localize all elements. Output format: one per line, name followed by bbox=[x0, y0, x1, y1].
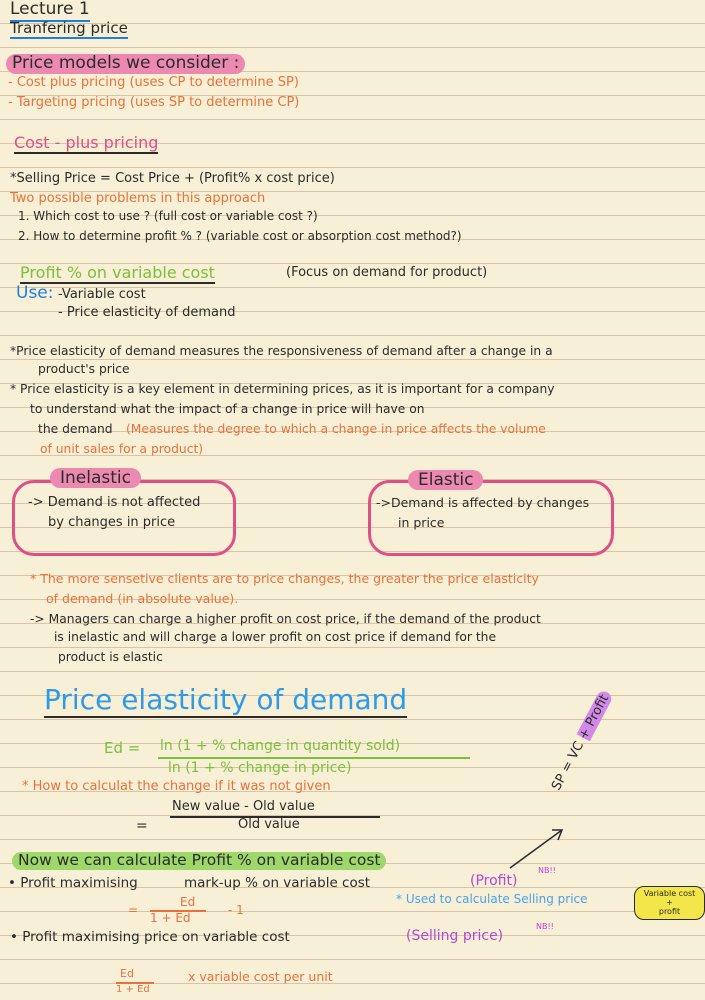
selling-price-formula: *Selling Price = Cost Price + (Profit% x cost price) bbox=[10, 171, 335, 186]
markup-label: • Profit maximising bbox=[8, 875, 138, 891]
sensitivity-note-1: * The more sensetive clients are to price changes, the greater the price elasticity bbox=[30, 571, 539, 586]
inelastic-text-1: -> Demand is not affected bbox=[28, 495, 201, 510]
elasticity-note-1: *Price elasticity of demand measures the responsiveness of demand after a change in a bbox=[10, 344, 553, 358]
sensitivity-note-5: product is elastic bbox=[58, 650, 163, 664]
elasticity-note-2: product's price bbox=[38, 362, 130, 376]
sp-formula bbox=[548, 689, 615, 797]
profit-variable-focus: (Focus on demand for product) bbox=[286, 265, 488, 280]
sensitivity-note-3: -> Managers can charge a higher profit on cost price, if the demand of the product bbox=[30, 612, 541, 626]
sp-formula-text: SP = VC + Profit bbox=[547, 689, 614, 797]
problem-item-2: 2. How to determine profit % ? (variable cost or absorption cost method?) bbox=[18, 229, 462, 243]
profit-variable-title: Profit % on variable cost bbox=[20, 264, 215, 284]
price-models-title: Price models we consider : bbox=[6, 54, 245, 74]
elastic-text-2: in price bbox=[398, 515, 445, 530]
sp-arrow bbox=[506, 812, 568, 878]
variable-cost-profit-tag bbox=[634, 886, 705, 920]
price-label: • Profit maximising price on variable cost bbox=[10, 929, 290, 945]
price-model-item-1: - Cost plus pricing (uses CP to determine SP) bbox=[8, 75, 299, 90]
nb-note-1: NB!! bbox=[538, 866, 556, 875]
price-selling-paren: (Selling price) bbox=[406, 928, 504, 944]
sensitivity-note-2: of demand (in absolute value). bbox=[46, 591, 239, 606]
use-item-2: - Price elasticity of demand bbox=[58, 305, 236, 320]
inelastic-title: Inelastic bbox=[50, 468, 141, 488]
markup-profit-paren: (Profit) bbox=[470, 873, 518, 889]
price-model-item-2: - Targeting pricing (uses SP to determine CP) bbox=[8, 95, 300, 110]
lecture-title: Lecture 1 bbox=[10, 0, 90, 22]
price-one-plus-ed: 1 + Ed bbox=[116, 984, 150, 995]
problem-item-1: 1. Which cost to use ? (full cost or variable cost ?) bbox=[18, 209, 318, 223]
elastic-text-1: ->Demand is affected by changes bbox=[376, 495, 590, 510]
markup-rest: mark-up % on variable cost bbox=[184, 875, 371, 891]
ped-denominator: ln (1 + % change in price) bbox=[168, 760, 352, 776]
markup-ed: Ed bbox=[180, 895, 196, 909]
elasticity-note-6: of unit sales for a product) bbox=[40, 442, 204, 456]
cost-plus-title: Cost - plus pricing bbox=[14, 134, 158, 154]
elasticity-note-4: to understand what the impact of a change in price will have on bbox=[30, 402, 425, 416]
ped-fraction-line bbox=[158, 757, 470, 759]
ed-label: Ed = bbox=[104, 739, 141, 757]
lecture-subtitle: Tranfering price bbox=[10, 20, 128, 39]
price-times-variable-cost: x variable cost per unit bbox=[188, 969, 333, 984]
elasticity-note-5b: (Measures the degree to which a change in price affects the volume bbox=[126, 422, 546, 436]
tag-line-1: Variable cost + bbox=[643, 889, 696, 907]
sensitivity-note-4: is inelastic and will charge a lower profit on cost price if demand for the bbox=[54, 630, 497, 644]
ped-numerator: ln (1 + % change in quantity sold) bbox=[160, 738, 401, 754]
price-ed: Ed bbox=[120, 967, 134, 980]
old-value: Old value bbox=[238, 817, 300, 832]
nb-note-2: NB!! bbox=[536, 922, 554, 931]
inelastic-text-2: by changes in price bbox=[48, 515, 176, 530]
use-label: Use: bbox=[16, 283, 54, 303]
new-minus-old: New value - Old value bbox=[172, 799, 315, 814]
problems-title: Two possible problems in this approach bbox=[10, 191, 266, 206]
how-to-calculate-note: * How to calculat the change if it was not given bbox=[22, 779, 331, 794]
markup-minus-one: - 1 bbox=[228, 903, 244, 917]
markup-one-plus-ed: 1 + Ed bbox=[150, 911, 191, 925]
elasticity-note-5a: the demand bbox=[38, 422, 113, 436]
markup-equals: = bbox=[128, 903, 139, 917]
change-equals: = bbox=[136, 818, 148, 834]
elasticity-note-3: * Price elasticity is a key element in determining prices, as it is important for a company bbox=[10, 382, 555, 396]
ped-title: Price elasticity of demand bbox=[44, 684, 407, 718]
elastic-title: Elastic bbox=[408, 470, 483, 490]
used-to-calculate-note: * Used to calculate Selling price bbox=[396, 892, 588, 906]
use-item-1: -Variable cost bbox=[58, 287, 146, 302]
calc-title: Now we can calculate Profit % on variable cost bbox=[12, 852, 386, 870]
tag-line-2: profit bbox=[658, 906, 681, 916]
